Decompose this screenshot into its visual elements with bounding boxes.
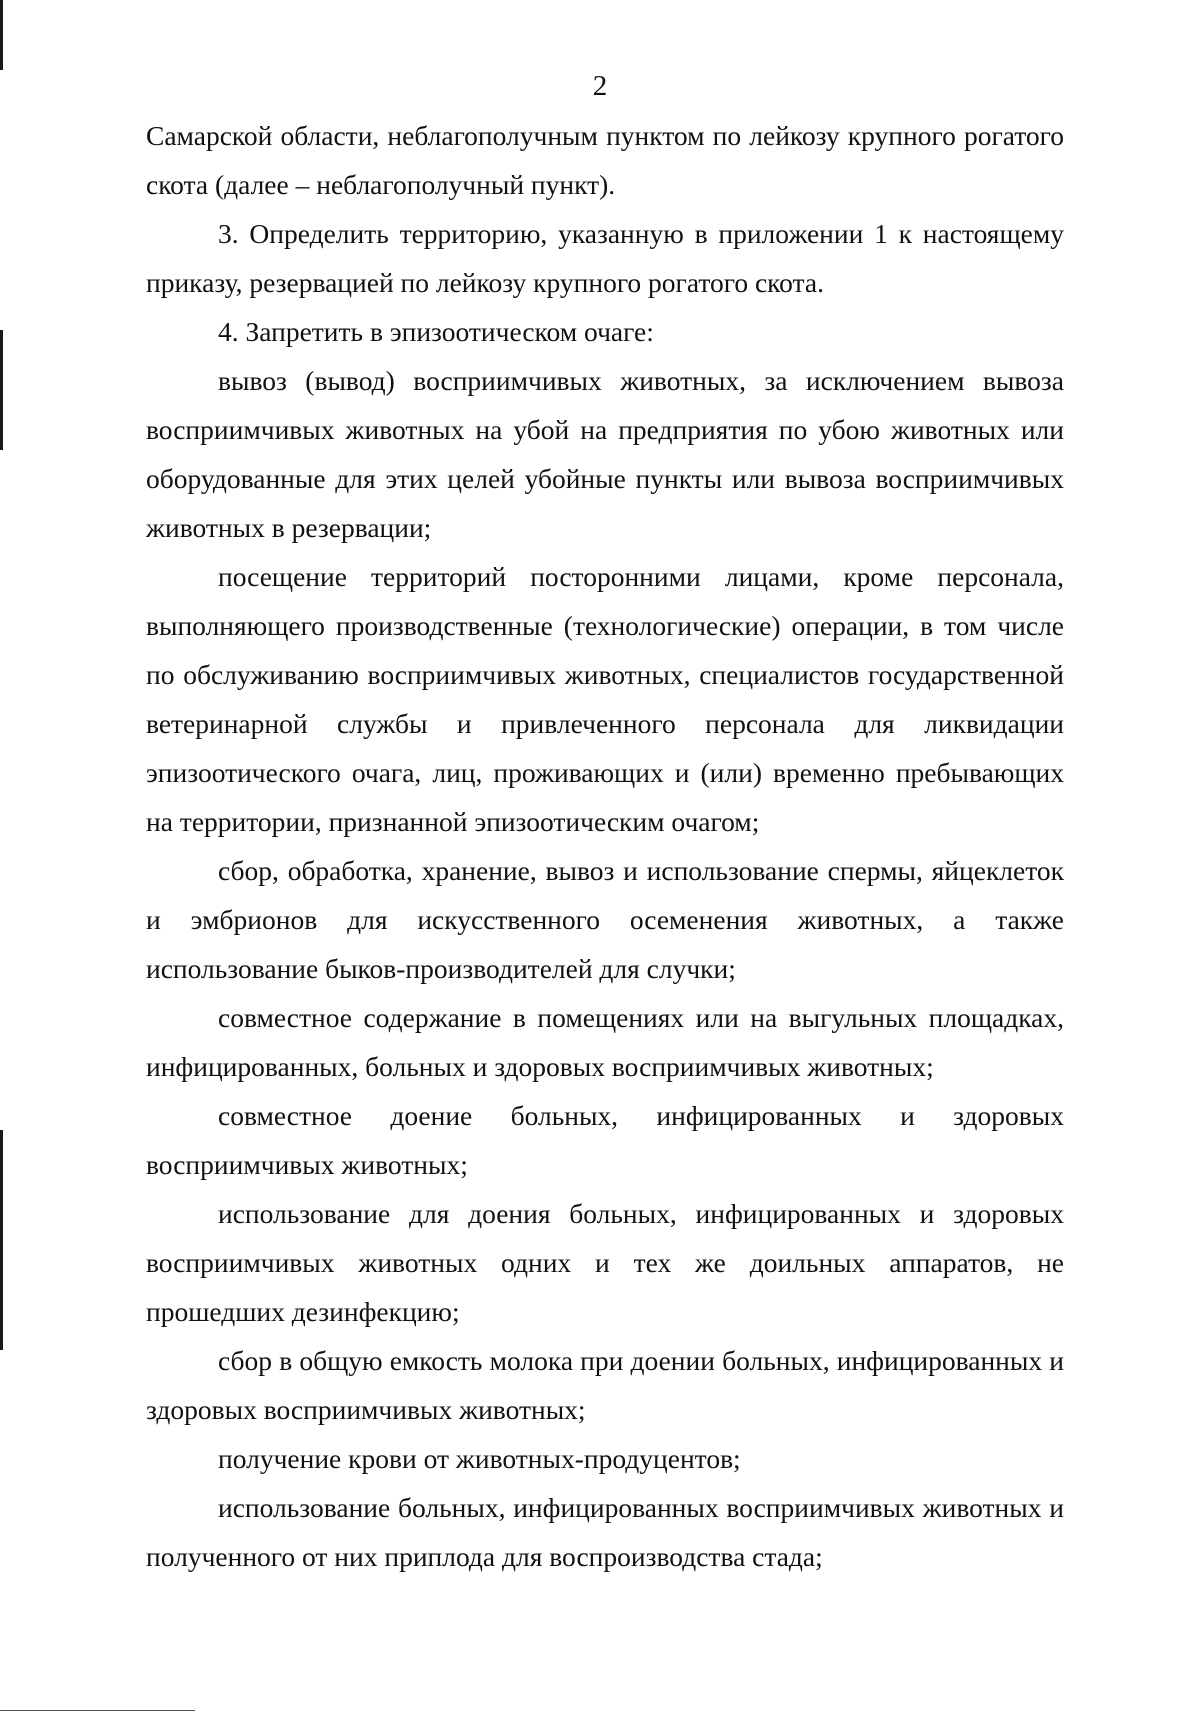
document-body <box>146 111 1064 1581</box>
paragraph-export-ban: вывоз (вывод) восприимчивых животных, за исключением вывоза восприимчивых животных на убой на предприятия по убою животных или оборудованные для этих целей убойные пункты или вывоза восприимчивых животных в резервации; <box>146 365 1064 543</box>
paragraph-breeding-ban: использование больных, инфицированных восприимчивых животных и полученного от них приплода для воспроизводства стада; <box>146 1492 1064 1572</box>
page-number: 2 <box>592 70 608 102</box>
paragraph-blood-ban: получение крови от животных-продуцентов; <box>218 1443 741 1474</box>
paragraph-milking-machines-ban: использование для доения больных, инфицированных и здоровых восприимчивых животных одних и тех же доильных аппаратов, не прошедших дезинфекцию; <box>146 1198 1064 1327</box>
paragraph-joint-milking-ban: совместное доение больных, инфицированных и здоровых восприимчивых животных; <box>146 1100 1064 1180</box>
bottom-scan-line <box>0 1710 195 1711</box>
paragraph-item-3: 3. Определить территорию, указанную в приложении 1 к настоящему приказу, резервацией по лейкозу крупного рогатого скота. <box>146 218 1064 298</box>
scan-edge-top <box>0 0 3 70</box>
scan-edge-lower <box>0 1130 3 1350</box>
paragraph-joint-keeping-ban: совместное содержание в помещениях или на выгульных площадках, инфицированных, больных и здоровых восприимчивых животных; <box>146 1002 1064 1082</box>
paragraph-semen-ban: сбор, обработка, хранение, вывоз и использование спермы, яйцеклеток и эмбрионов для искусственного осеменения животных, а также использование быков-производителей для случки; <box>146 855 1064 984</box>
paragraph-milk-collection-ban: сбор в общую емкость молока при доении больных, инфицированных и здоровых восприимчивых животных; <box>146 1345 1064 1425</box>
paragraph-item-4: 4. Запретить в эпизоотическом очаге: <box>218 316 654 347</box>
paragraph-continuation: Самарской области, неблагополучным пунктом по лейкозу крупного рогатого скота (далее – неблагополучный пункт). <box>146 120 1064 200</box>
scan-edge-middle <box>0 330 3 450</box>
paragraph-visit-ban: посещение территорий посторонними лицами, кроме персонала, выполняющего производственные (технологические) операции, в том числе по обслуживанию восприимчивых животных, специалистов государственной ветеринарной службы и привлеченного персонала для ликвидации эпизоотического очага, лиц, проживающих и (или) временно пребывающих на территории, признанной эпизоотическим очагом; <box>146 561 1064 837</box>
